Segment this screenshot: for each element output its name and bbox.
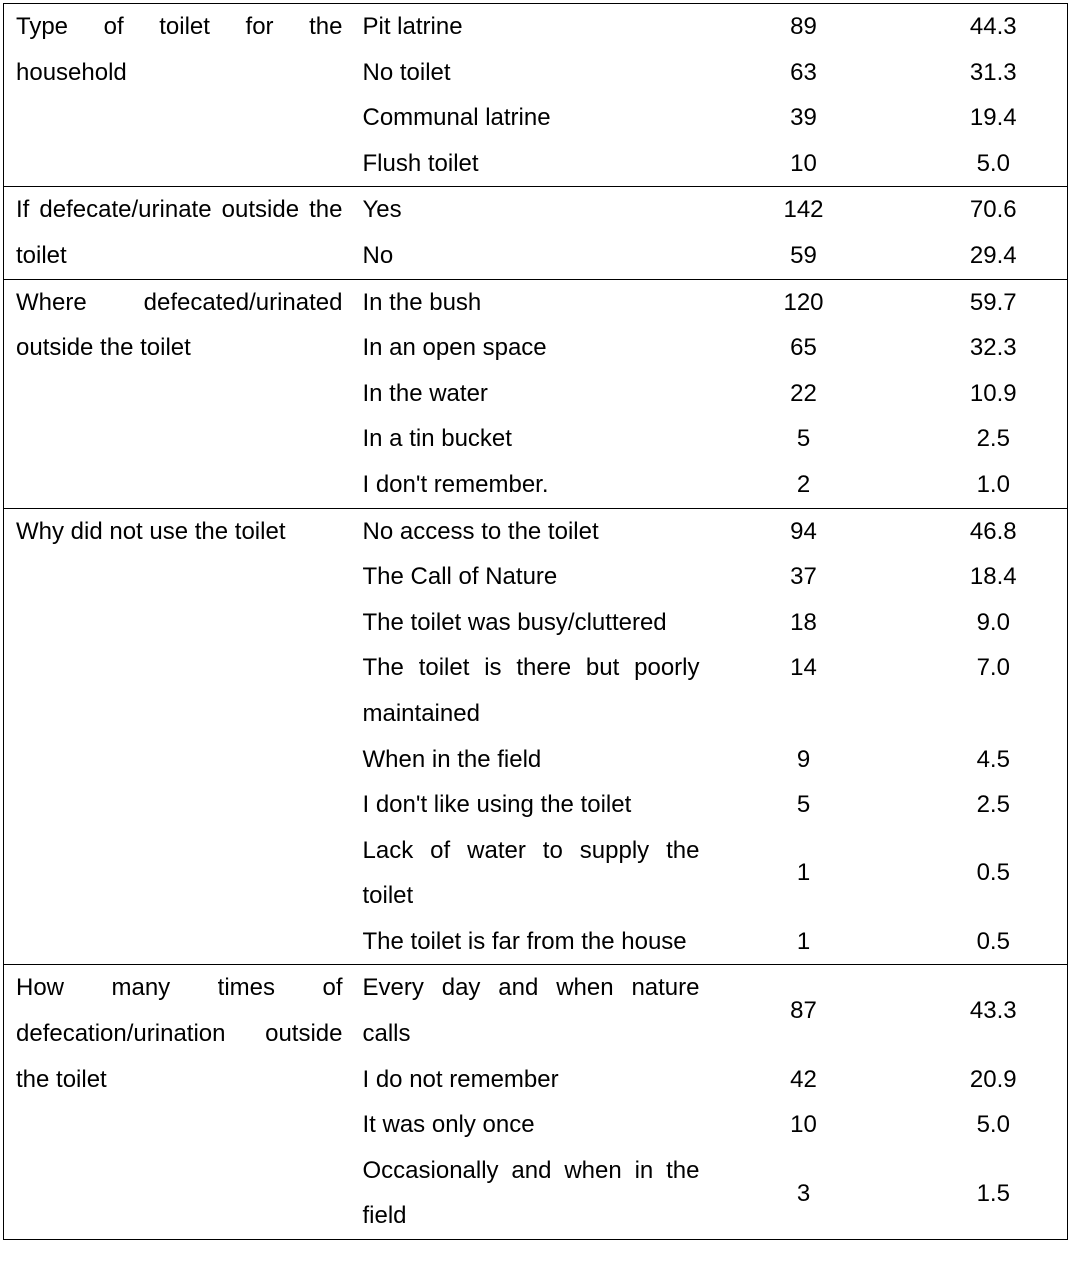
percent-value: 32.3 <box>969 334 1017 362</box>
percent-value: 0.5 <box>976 927 1010 955</box>
variable-label: Where defecated/urinated outside the toilet <box>16 288 343 362</box>
category-label: Every day and when nature calls <box>362 974 700 1048</box>
category-label: Yes <box>362 196 402 224</box>
category-label: In a tin bucket <box>362 425 512 453</box>
category-label: No access to the toilet <box>362 517 599 545</box>
table-group <box>4 965 1068 1240</box>
count-value: 18 <box>790 608 817 636</box>
count-value: 37 <box>790 563 817 591</box>
category-label: The Call of Nature <box>362 563 558 591</box>
variable-label: Type of toilet for the household <box>16 13 343 86</box>
category-label: I don't like using the toilet <box>362 791 632 819</box>
count-value: 14 <box>790 654 817 682</box>
percent-value: 43.3 <box>969 997 1017 1025</box>
category-label: The toilet was busy/cluttered <box>362 608 667 636</box>
percent-value: 70.6 <box>969 196 1017 224</box>
category-label: No <box>362 241 394 269</box>
count-value: 10 <box>790 1111 817 1139</box>
percent-value: 9.0 <box>976 608 1010 636</box>
percent-value: 29.4 <box>969 241 1017 269</box>
count-value: 42 <box>790 1065 817 1093</box>
table-group <box>4 187 1068 279</box>
table-group <box>4 279 1068 508</box>
category-label: I do not remember <box>362 1065 559 1093</box>
count-value: 1 <box>796 859 811 887</box>
percent-value: 5.0 <box>976 149 1010 177</box>
variable-label: If defecate/urinate outside the toilet <box>16 196 343 269</box>
count-value: 89 <box>790 13 817 40</box>
count-value: 39 <box>790 104 817 132</box>
table-row <box>4 187 1068 233</box>
percent-value: 31.3 <box>969 58 1017 86</box>
percent-value: 2.5 <box>976 791 1010 819</box>
count-value: 142 <box>783 196 824 224</box>
category-label: No toilet <box>362 58 451 86</box>
category-label: Lack of water to supply the toilet <box>362 836 700 910</box>
category-label: Pit latrine <box>362 13 463 40</box>
table-row <box>4 4 1068 50</box>
percent-value: 1.5 <box>976 1179 1010 1207</box>
category-label: Communal latrine <box>362 104 551 132</box>
percent-value: 18.4 <box>969 563 1017 591</box>
category-label: In the bush <box>362 288 482 316</box>
count-value: 65 <box>790 334 817 362</box>
category-label: Occasionally and when in the field <box>362 1156 700 1230</box>
count-value: 2 <box>796 470 811 498</box>
count-value: 5 <box>796 791 811 819</box>
count-value: 9 <box>796 745 811 773</box>
count-value: 3 <box>796 1179 811 1207</box>
variable-label: How many times of defecation/urination outside the toilet <box>16 974 343 1093</box>
percent-value: 4.5 <box>976 745 1010 773</box>
category-label: The toilet is there but poorly maintained <box>362 654 700 727</box>
percent-value: 5.0 <box>976 1111 1010 1139</box>
table-group <box>4 508 1068 965</box>
category-label: In the water <box>362 379 488 407</box>
count-value: 63 <box>790 58 817 86</box>
category-label: In an open space <box>362 334 547 362</box>
count-value: 120 <box>783 288 824 316</box>
percent-value: 19.4 <box>969 104 1017 132</box>
percent-value: 20.9 <box>969 1065 1017 1093</box>
count-value: 5 <box>796 425 811 453</box>
table-row <box>4 508 1068 554</box>
count-value: 87 <box>790 997 817 1025</box>
count-value: 1 <box>796 927 811 955</box>
percent-value: 2.5 <box>976 425 1010 453</box>
table-group <box>4 4 1068 187</box>
percent-value: 46.8 <box>969 517 1017 545</box>
percent-value: 1.0 <box>976 470 1010 498</box>
category-label: The toilet is far from the house <box>362 927 687 955</box>
category-label: When in the field <box>362 745 542 773</box>
table-row <box>4 279 1068 325</box>
percent-value: 7.0 <box>976 654 1010 682</box>
percent-value: 0.5 <box>976 859 1010 887</box>
percent-value: 44.3 <box>969 13 1017 40</box>
count-value: 59 <box>790 241 817 269</box>
category-label: It was only once <box>362 1111 535 1139</box>
category-label: Flush toilet <box>362 149 479 177</box>
count-value: 22 <box>790 379 817 407</box>
survey-results-table <box>3 3 1068 1240</box>
table-row <box>4 965 1068 1057</box>
percent-value: 59.7 <box>969 288 1017 316</box>
count-value: 94 <box>790 517 817 545</box>
count-value: 10 <box>790 149 817 177</box>
percent-value: 10.9 <box>969 379 1017 407</box>
variable-label: Why did not use the toilet <box>16 517 286 545</box>
category-label: I don't remember. <box>362 470 549 498</box>
